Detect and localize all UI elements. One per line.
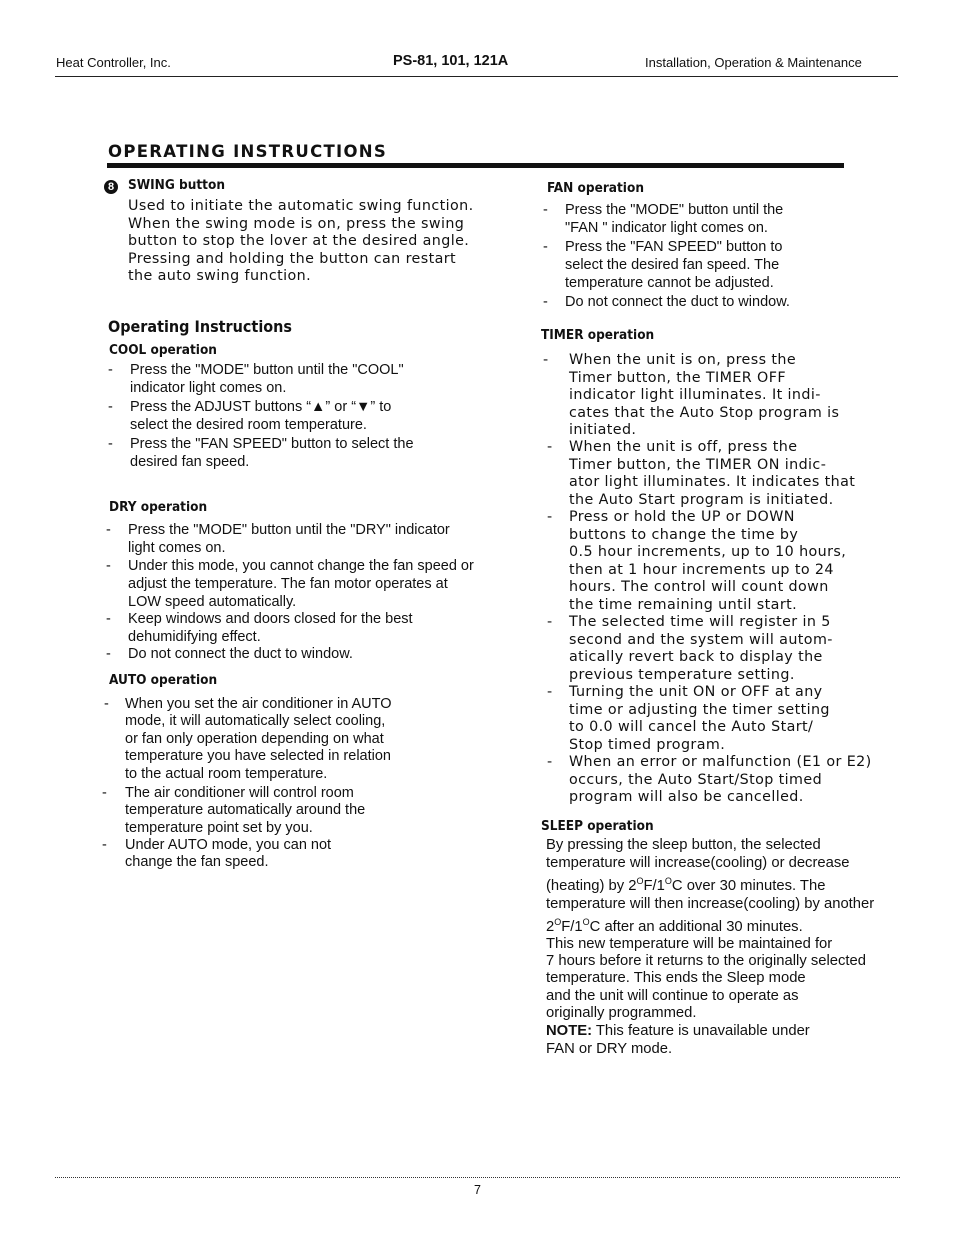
text-line: temperature will then increase(cooling) by another — [546, 895, 875, 912]
text-line: (heating) by $2^OF/1^OC$ over 30 minutes. The — [546, 876, 826, 894]
list-item: - When the unit is off, press the Timer button, the TIMER ON indic- ator light illuminates. It indicates that the Auto Start program is initiated. — [547, 439, 856, 508]
list-item: - Press the "MODE" button until the "DRY" indicator light comes on. — [106, 522, 450, 556]
dry-heading: DRY operation — [109, 499, 208, 515]
list-item: - The air conditioner will control room temperature automatically around the temperature point set by you. — [102, 785, 366, 836]
text-block: This new temperature will be maintained for 7 hours before it returns to the originally selected temperature. This ends the Sleep mode and the unit will continue to operate as originally programmed. — [546, 935, 866, 1022]
list-item: - Press the "MODE" button until the "FAN " indicator light comes on. — [543, 202, 784, 236]
header-divider — [55, 76, 898, 77]
timer-heading: TIMER operation — [541, 327, 655, 343]
swing-description: Used to initiate the automatic swing function. When the swing mode is on, press the swing button to stop the lover at the desired angle. Pressing and holding the button can restart the auto swing function. — [128, 198, 474, 284]
list-item: - Do not connect the duct to window. — [543, 294, 790, 310]
cool-list — [108, 361, 488, 471]
note-line: NOTE: This feature is unavailable under — [546, 1023, 810, 1040]
list-item: - Press the ADJUST buttons “▲” or “▼” to select the desired room temperature. — [108, 399, 392, 433]
list-item: - When you set the air conditioner in AUTO mode, it will automatically select cooling, or fan only operation depending on what temperature you have selected in relation to the actual room temperature. — [104, 696, 392, 782]
sleep-heading: SLEEP operation — [541, 818, 654, 834]
footer-divider — [55, 1177, 900, 1178]
operating-instructions-heading: Operating Instructions — [108, 317, 292, 336]
company-name: Heat Controller, Inc. — [56, 55, 171, 70]
swing-heading: SWING button — [128, 177, 225, 193]
list-item: - Press the "MODE" button until the "COOL" indicator light comes on. — [108, 362, 404, 396]
timer-list — [543, 352, 903, 807]
text-line: $2^OF/1^OC$ after an additional 30 minutes. — [546, 916, 803, 935]
model-number: PS-81, 101, 121A — [393, 53, 509, 69]
list-item: - When an error or malfunction (E1 or E2) occurs, the Auto Start/Stop timed program will also be cancelled. — [547, 754, 872, 805]
section-title: OPERATING INSTRUCTIONS — [108, 142, 388, 161]
fan-heading: FAN operation — [547, 180, 644, 196]
list-item: - Under AUTO mode, you can not change the fan speed. — [102, 837, 332, 871]
auto-heading: AUTO operation — [109, 672, 218, 688]
dry-list — [106, 521, 506, 663]
text-line: temperature will increase(cooling) or decrease — [546, 855, 850, 871]
text-line: By pressing the sleep button, the selected — [546, 837, 821, 853]
auto-list — [104, 696, 484, 872]
list-item: - Under this mode, you cannot change the fan speed or adjust the temperature. The fan motor operates at LOW speed automatically. — [106, 558, 474, 610]
list-item: - When the unit is on, press the Timer button, the TIMER OFF indicator light illuminates. It indi- cates that the Auto Stop program is initiated. — [543, 352, 840, 438]
list-item: - Do not connect the duct to window. — [106, 646, 353, 662]
list-item: - Press the "FAN SPEED" button to select the desired fan speed. The temperature cannot be adjusted. — [543, 239, 783, 291]
sleep-description — [546, 836, 906, 1058]
fan-list — [543, 201, 883, 311]
document-title: Installation, Operation & Maintenance — [645, 55, 862, 70]
page-number: 7 — [474, 1183, 481, 1197]
cool-heading: COOL operation — [109, 342, 217, 358]
list-item: - Press or hold the UP or DOWN buttons to change the time by 0.5 hour increments, up to 10 hours, then at 1 hour increments up to 24 hours. The control will count down the time remaining until start. — [547, 509, 847, 613]
list-item: - Turning the unit ON or OFF at any time or adjusting the timer setting to 0.0 will cancel the Auto Start/ Stop timed program. — [547, 684, 830, 753]
list-item: - Press the "FAN SPEED" button to select the desired fan speed. — [108, 436, 414, 470]
text-line: FAN or DRY mode. — [546, 1041, 673, 1058]
list-item: - The selected time will register in 5 second and the system will autom- atically revert back to display the previous temperature setting. — [547, 614, 833, 683]
list-item: - Keep windows and doors closed for the best dehumidifying effect. — [106, 611, 413, 645]
section-rule — [107, 163, 844, 168]
swing-badge: 8 — [104, 180, 118, 194]
